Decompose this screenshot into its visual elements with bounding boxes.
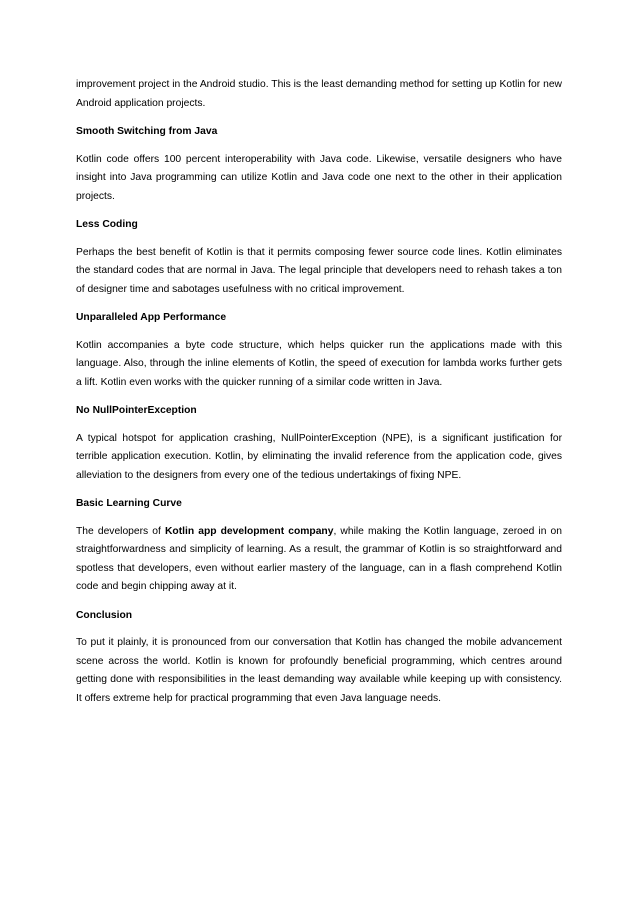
section-body-learning-curve	[76, 523, 562, 597]
section-heading-learning-curve: Basic Learning Curve	[76, 498, 182, 509]
section-heading-smooth-switching: Smooth Switching from Java	[76, 126, 218, 137]
section-body-no-npe: A typical hotspot for application crashing, NullPointerException (NPE), is a significant justification for terrible application execution. Kotlin, by eliminating the invalid reference from the application code, gives alleviation to the designers from every one of the tedious undertakings of fixing NPE.	[76, 432, 562, 481]
section-body-smooth-switching: Kotlin code offers 100 percent interoperability with Java code. Likewise, versatile designers who have insight into Java programming can utilize Kotlin and Java code one next to the other in their application projects.	[76, 153, 562, 202]
section-body-conclusion: To put it plainly, it is pronounced from our conversation that Kotlin has changed the mobile advancement scene across the world. Kotlin is known for profoundly beneficial programming, which centres around getting done with responsibilities in the least demanding way available while keeping up with consistency. It offers extreme help for practical programming that even Java language needs.	[76, 637, 562, 704]
section-heading-no-npe: No NullPointerException	[76, 405, 197, 416]
section-body-app-performance: Kotlin accompanies a byte code structure, which helps quicker run the applications made with this language. Also, through the inline elements of Kotlin, the speed of execution for lambda works further gets a lift. Kotlin even works with the quicker running of a similar code written in Java.	[76, 339, 562, 388]
company-link-text: Kotlin app development company	[164, 525, 334, 537]
body-prefix-text: The developers of	[76, 525, 165, 537]
section-heading-conclusion: Conclusion	[76, 609, 133, 621]
section-heading-less-coding: Less Coding	[76, 219, 138, 230]
section-body-less-coding: Perhaps the best benefit of Kotlin is that it permits composing fewer source code lines. Kotlin eliminates the standard codes that are normal in Java. The legal principle that developers need to rehash takes a ton of designer time and sabotages usefulness with no critical improvement.	[76, 246, 562, 295]
intro-paragraph: improvement project in the Android studio. This is the least demanding method for setting up Kotlin for new Android application projects.	[76, 79, 562, 109]
body-suffix-text: , while making the Kotlin language, zeroed in on straightforwardness and simplicity of learning. As a result, the grammar of Kotlin is so straightforward and spotless that developers, even without earlier mastery of the language, can in a flash comprehend Kotlin code and begin chipping away at it.	[76, 525, 562, 592]
section-heading-app-performance: Unparalleled App Performance	[76, 312, 227, 323]
